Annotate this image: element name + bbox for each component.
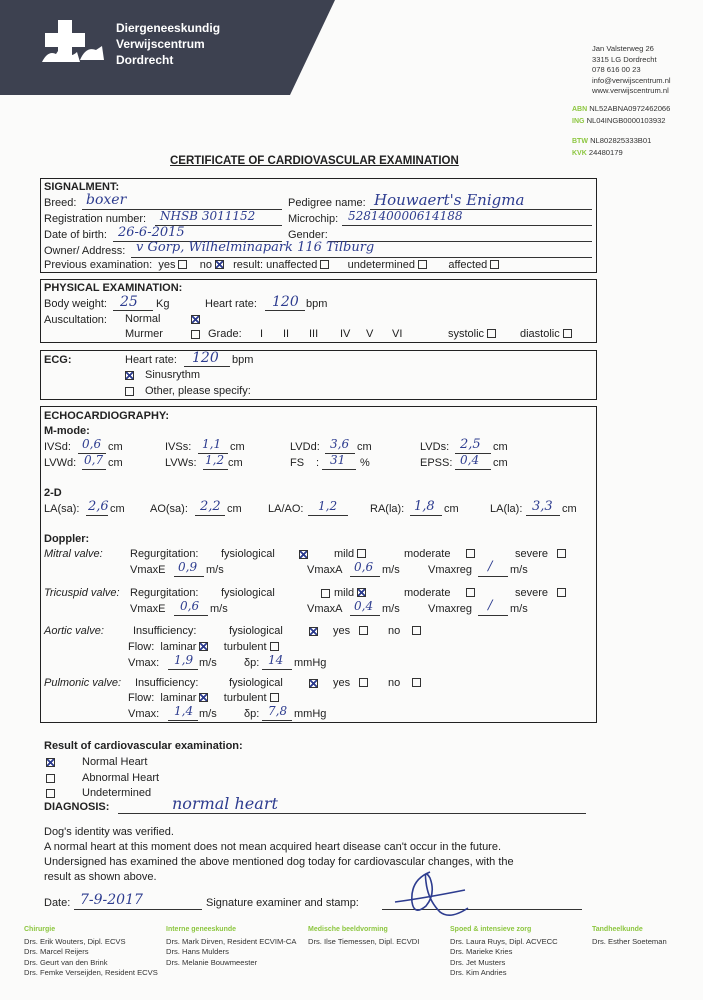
la-sa-value: 2,6 (88, 499, 109, 514)
identity-verified-text: Dog's identity was verified. (44, 826, 174, 838)
staff-name: Drs. Esther Soeteman (592, 937, 667, 946)
pulmonic-fysio-label: fysiological (229, 677, 283, 689)
tricuspid-label: Tricuspid valve: (44, 587, 120, 599)
auscultation-label: Auscultation: (44, 314, 107, 326)
aortic-fysio-label: fysiological (229, 625, 283, 637)
signalment-heading: SIGNALMENT: (44, 181, 120, 193)
pedigree-label: Pedigree name: (288, 197, 366, 209)
diastolic-label: diastolic (520, 328, 560, 340)
aortic-yes-option (333, 625, 368, 637)
lvwd-value: 0,7 (84, 453, 104, 467)
staff-name: Drs. Hans Mulders (166, 947, 229, 957)
tricuspid-vmaxreg-unit: m/s (510, 603, 528, 615)
tricuspid-vmaxreg-value: / (488, 598, 493, 613)
address-street: Jan Valsterweg 26 (592, 44, 654, 53)
grade-vi[interactable]: VI (392, 328, 403, 340)
la-la-unit: cm (562, 503, 577, 515)
pulmonic-no-checkbox[interactable] (412, 678, 421, 687)
staff-list-chirurgie (24, 937, 158, 978)
pulmonic-laminar-checkbox[interactable] (199, 693, 208, 702)
tricuspid-mild-option (334, 587, 366, 599)
tricuspid-severe-option (515, 587, 566, 599)
mitral-label: Mitral valve: (44, 548, 103, 560)
mitral-vmaxreg-value: / (488, 559, 493, 574)
aortic-laminar-checkbox[interactable] (199, 642, 208, 651)
staff-name: Drs. Kim Andries (450, 967, 507, 977)
undetermined-heart-label: Undetermined (82, 787, 152, 799)
statement-text-line1: Undersigned has examined the above mentioned dog today for cardiovascular changes, with the (44, 856, 514, 868)
staff-name: Drs. Melanie Bouwmeester (166, 957, 258, 967)
ing-value: NL04INGB0000103932 (586, 115, 666, 125)
lvws-value: 1,2 (205, 453, 225, 467)
ivsd-label: IVSd: (44, 441, 71, 453)
aortic-insuff-label: Insufficiency: (133, 625, 197, 637)
pulmonic-no-option (388, 677, 421, 689)
staff-name: Drs. Laura Ruys, Dipl. ACVECC (450, 937, 558, 946)
aortic-turbulent-checkbox[interactable] (270, 642, 279, 651)
staff-heading-spoed: Spoed & intensieve zorg (450, 926, 532, 933)
pulmonic-turbulent-label: turbulent (223, 692, 267, 704)
systolic-label: systolic (448, 328, 485, 340)
aortic-dp-label: δp: (244, 657, 260, 669)
staff-heading-tandheelkunde: Tandheelkunde (592, 926, 643, 933)
owner-value: v Gorp, Wilhelminapark 116 Tilburg (136, 240, 375, 255)
tricuspid-vmaxe-label: VmaxE (130, 603, 166, 615)
la-la-label: LA(la): (490, 503, 523, 515)
weight-value: 25 (120, 294, 138, 310)
previous-exam-row (44, 259, 499, 271)
grade-v[interactable]: V (366, 328, 374, 340)
kvk-label: KVK (572, 149, 587, 157)
weight-label: Body weight: (44, 298, 107, 310)
tricuspid-moderate-label: moderate (404, 587, 451, 599)
pulmonic-flow-row (128, 692, 279, 704)
diagnosis-label: DIAGNOSIS: (44, 801, 110, 813)
tricuspid-fysio-checkbox[interactable] (318, 586, 330, 604)
aortic-vmax-label: Vmax: (128, 657, 160, 669)
org-name-line1: Diergeneeskundig (116, 21, 221, 35)
aortic-yes-label: yes (333, 625, 351, 637)
microchip-label: Microchip: (288, 213, 339, 225)
other-label: Other, please specify: (145, 385, 251, 397)
la-sa-unit: cm (110, 503, 125, 515)
prev-yes-checkbox[interactable] (178, 260, 187, 269)
pulmonic-vmax-value: 1,4 (174, 704, 194, 718)
tricuspid-fysio-label: fysiological (221, 587, 275, 599)
tricuspid-moderate-checkbox[interactable] (466, 588, 475, 597)
doppler-heading: Doppler: (44, 533, 90, 545)
btw-label: BTW (572, 138, 588, 145)
weight-unit: Kg (156, 298, 170, 310)
clinic-logo-icon (40, 18, 106, 66)
la-ao-label: LA/AO: (268, 503, 304, 515)
ra-la-unit: cm (444, 503, 459, 515)
lvdd-value: 3,6 (330, 437, 350, 451)
ra-la-label: RA(la): (370, 503, 405, 515)
ivss-unit: cm (230, 441, 245, 453)
ecg-hr-value: 120 (192, 350, 219, 366)
address-email[interactable]: info@verwijscentrum.nl (592, 75, 671, 85)
pulmonic-laminar-label: laminar (160, 692, 197, 704)
pulmonic-dp-unit: mmHg (294, 708, 327, 720)
fs-value: 31 (330, 453, 346, 467)
la-sa-label: LA(sa): (44, 503, 80, 515)
mitral-vmaxe-label: VmaxE (130, 564, 166, 576)
pulmonic-dp-label: δp: (244, 708, 260, 720)
org-name-line3: Dordrecht (116, 53, 174, 67)
mitral-vmaxreg-label: Vmaxreg (428, 564, 473, 576)
lvws-unit: cm (228, 457, 243, 469)
mitral-vmaxreg-unit: m/s (510, 564, 528, 576)
tricuspid-regurg-label: Regurgitation: (130, 587, 199, 599)
kvk-value: 24480179 (588, 147, 623, 157)
previous-exam-label: Previous examination: (44, 259, 153, 271)
ecg-heading: ECG: (44, 354, 72, 366)
document-title: CERTIFICATE OF CARDIOVASCULAR EXAMINATION (170, 155, 459, 167)
pulmonic-yes-option (333, 677, 368, 689)
tricuspid-vmaxe-unit: m/s (210, 603, 228, 615)
disclaimer-text: A normal heart at this moment does not mean acquired heart disease can't occur in the future. (44, 841, 502, 853)
physical-heading: PHYSICAL EXAMINATION: (44, 282, 183, 294)
sinus-label: Sinusrythm (145, 369, 201, 381)
lvds-label: LVDs: (420, 441, 450, 453)
date-label: Date: (44, 897, 71, 909)
normal-label: Normal (125, 313, 161, 325)
affected-checkbox[interactable] (490, 260, 499, 269)
result-heading: Result of cardiovascular examination: (44, 740, 243, 752)
undetermined-checkbox[interactable] (418, 260, 427, 269)
prev-yes-label: yes (158, 259, 176, 271)
ao-sa-unit: cm (227, 503, 242, 515)
gender-label: Gender: (288, 229, 328, 241)
diagnosis-value: normal heart (172, 794, 278, 813)
ivss-value: 1,1 (202, 437, 222, 451)
pulmonic-yes-checkbox[interactable] (359, 678, 368, 687)
result-unaffected-label: result: unaffected (233, 259, 318, 271)
pulmonic-fysio-checkbox[interactable] (306, 676, 318, 694)
mitral-mild-checkbox[interactable] (357, 549, 366, 558)
prev-no-label: no (199, 259, 212, 271)
tricuspid-mild-label: mild (334, 587, 355, 599)
aortic-yes-checkbox[interactable] (359, 626, 368, 635)
echo-heading: ECHOCARDIOGRAPHY: (44, 410, 170, 422)
staff-list-beeldvorming (308, 937, 419, 947)
pulmonic-yes-label: yes (333, 677, 351, 689)
address-city: 3315 LG Dordrecht (592, 54, 657, 64)
lvwd-label: LVWd: (44, 457, 77, 469)
ao-sa-label: AO(sa): (150, 503, 188, 515)
ecg-hr-label: Heart rate: (125, 354, 177, 366)
ivsd-value: 0,6 (82, 437, 102, 451)
mitral-severe-label: severe (515, 548, 549, 560)
staff-name: Drs. Marcel Reijers (24, 947, 89, 957)
lvws-label: LVWs: (165, 457, 197, 469)
grade-iv[interactable]: IV (340, 328, 351, 340)
lvdd-unit: cm (357, 441, 372, 453)
tricuspid-severe-checkbox[interactable] (557, 588, 566, 597)
pulmonic-dp-value: 7,8 (268, 704, 288, 718)
mitral-severe-checkbox[interactable] (557, 549, 566, 558)
ra-la-value: 1,8 (414, 499, 435, 514)
pulmonic-flow-label: Flow: (128, 692, 155, 704)
tricuspid-vmaxe-value: 0,6 (180, 599, 200, 613)
unaffected-checkbox[interactable] (320, 260, 329, 269)
murmer-checkbox[interactable] (188, 327, 200, 345)
ing-label: ING (572, 117, 585, 125)
staff-list-tandheelkunde (592, 937, 667, 947)
epss-unit: cm (493, 457, 508, 469)
la-la-value: 3,3 (532, 499, 553, 514)
signature-icon (375, 862, 485, 924)
breed-label: Breed: (44, 197, 77, 209)
systolic-checkbox[interactable] (487, 329, 496, 338)
diastolic-option (520, 328, 572, 340)
mitral-mild-label: mild (334, 548, 355, 560)
fs-unit: % (360, 457, 370, 469)
staff-name: Drs. Erik Wouters, Dipl. ECVS (24, 937, 126, 946)
aortic-turbulent-label: turbulent (223, 641, 267, 653)
la-ao-value: 1,2 (318, 499, 338, 513)
aortic-fysio-checkbox[interactable] (306, 624, 318, 642)
dob-label: Date of birth: (44, 229, 107, 241)
lvdd-label: LVDd: (290, 441, 320, 453)
lvwd-unit: cm (108, 457, 123, 469)
mitral-moderate-checkbox[interactable] (466, 549, 475, 558)
address-phone: 078 616 00 23 (592, 65, 641, 74)
grade-label: Grade: (208, 328, 242, 340)
pulmonic-vmax-label: Vmax: (128, 708, 160, 720)
microchip-value: 528140000614188 (348, 209, 463, 223)
aortic-vmax-unit: m/s (199, 657, 217, 669)
lvds-value: 2,5 (460, 437, 481, 452)
staff-name: Drs. Ilse Tiemessen, Dipl. ECVDI (308, 937, 420, 946)
mitral-vmaxa-value: 0,6 (354, 560, 374, 574)
abn-label: ABN (572, 106, 588, 113)
pedigree-value: Houwaert's Enigma (374, 191, 525, 209)
pulmonic-vmax-unit: m/s (199, 708, 217, 720)
systolic-option (448, 328, 496, 340)
aortic-vmax-value: 1,9 (174, 653, 194, 667)
staff-name: Drs. Marieke Kries (450, 947, 513, 957)
other-checkbox[interactable] (122, 384, 134, 402)
mitral-fysio-option (221, 548, 275, 560)
pulmonic-label: Pulmonic valve: (44, 677, 122, 689)
ivsd-unit: cm (108, 441, 123, 453)
mitral-severe-option (515, 548, 566, 560)
epss-value: 0,4 (460, 453, 480, 467)
grade-ii[interactable]: II (283, 328, 290, 340)
tricuspid-moderate-option (404, 587, 475, 599)
prev-no-checkbox[interactable] (215, 260, 224, 269)
mitral-fysio-label: fysiological (221, 548, 275, 560)
owner-label: Owner/ Address: (44, 245, 126, 257)
aortic-dp-value: 14 (268, 653, 284, 667)
staff-heading-interne: Interne geneeskunde (166, 926, 237, 933)
normal-heart-label: Normal Heart (82, 756, 148, 768)
registration-label: Registration number: (44, 213, 147, 225)
registration-value: NHSB 3011152 (160, 209, 256, 223)
mitral-vmaxa-unit: m/s (382, 564, 400, 576)
grade-i[interactable]: I (260, 328, 264, 340)
heart-rate-value: 120 (272, 294, 299, 310)
mitral-moderate-label: moderate (404, 548, 451, 560)
tricuspid-vmaxa-value: 0,4 (354, 599, 374, 613)
aortic-flow-label: Flow: (128, 641, 155, 653)
staff-heading-chirurgie: Chirurgie (24, 926, 56, 933)
tricuspid-vmaxreg-label: Vmaxreg (428, 603, 473, 615)
undetermined-label: undetermined (347, 259, 415, 271)
staff-heading-beeldvorming: Medische beeldvorming (308, 926, 388, 933)
abn-value: NL52ABNA0972462066 (589, 104, 671, 113)
mitral-vmaxe-value: 0,9 (178, 560, 198, 574)
bank-details (572, 104, 670, 127)
mmode-heading: M-mode: (44, 425, 90, 437)
mitral-fysio-checkbox[interactable] (296, 547, 308, 565)
clinic-address (592, 44, 671, 97)
mitral-regurg-label: Regurgitation: (130, 548, 199, 560)
address-website[interactable]: www.verwijscentrum.nl (592, 86, 669, 95)
diastolic-checkbox[interactable] (563, 329, 572, 338)
murmer-label: Murmer (125, 328, 163, 340)
heart-rate-unit: bpm (306, 298, 328, 310)
mitral-vmaxa-label: VmaxA (307, 564, 343, 576)
fs-label: FS (290, 457, 305, 469)
mitral-vmaxe-unit: m/s (206, 564, 224, 576)
tricuspid-severe-label: severe (515, 587, 549, 599)
aortic-dp-unit: mmHg (294, 657, 327, 669)
aortic-laminar-label: laminar (160, 641, 197, 653)
lvds-unit: cm (493, 441, 508, 453)
btw-value: NL802825333B01 (590, 136, 652, 145)
pulmonic-turbulent-checkbox[interactable] (270, 693, 279, 702)
staff-name: Drs. Jet Musters (450, 957, 506, 967)
abnormal-heart-label: Abnormal Heart (82, 772, 160, 784)
twod-heading: 2-D (44, 487, 62, 499)
aortic-no-label: no (388, 625, 401, 637)
org-name-line2: Verwijscentrum (116, 37, 205, 51)
aortic-label: Aortic valve: (44, 625, 104, 637)
staff-list-interne (166, 937, 296, 968)
tricuspid-vmaxa-label: VmaxA (307, 603, 343, 615)
dob-value: 26-6-2015 (118, 225, 185, 240)
mitral-mild-option (334, 548, 366, 560)
tricuspid-vmaxa-unit: m/s (382, 603, 400, 615)
heart-rate-label: Heart rate: (205, 298, 257, 310)
signature-label: Signature examiner and stamp: (206, 897, 359, 909)
staff-name: Drs. Femke Verseijden, Resident ECVS (24, 967, 158, 977)
tax-details (572, 136, 651, 159)
epss-label: EPSS: (420, 457, 453, 469)
ao-sa-value: 2,2 (200, 499, 221, 514)
affected-label: affected (448, 259, 488, 271)
aortic-flow-row (128, 641, 279, 653)
aortic-no-checkbox[interactable] (412, 626, 421, 635)
ecg-hr-unit: bpm (232, 354, 254, 366)
statement-text-line2: result as shown above. (44, 871, 157, 883)
staff-name: Drs. Geurt van den Brink (24, 957, 108, 967)
aortic-no-option (388, 625, 421, 637)
mitral-moderate-option (404, 548, 475, 560)
breed-value: boxer (86, 192, 127, 208)
grade-iii[interactable]: III (309, 328, 319, 340)
staff-name: Drs. Mark Dirven, Resident ECVIM-CA (166, 937, 297, 946)
staff-list-spoed (450, 937, 558, 978)
pulmonic-no-label: no (388, 677, 401, 689)
ivss-label: IVSs: (165, 441, 192, 453)
pulmonic-insuff-label: Insufficiency: (135, 677, 199, 689)
date-value: 7-9-2017 (80, 892, 143, 908)
tricuspid-mild-checkbox[interactable] (357, 588, 366, 597)
